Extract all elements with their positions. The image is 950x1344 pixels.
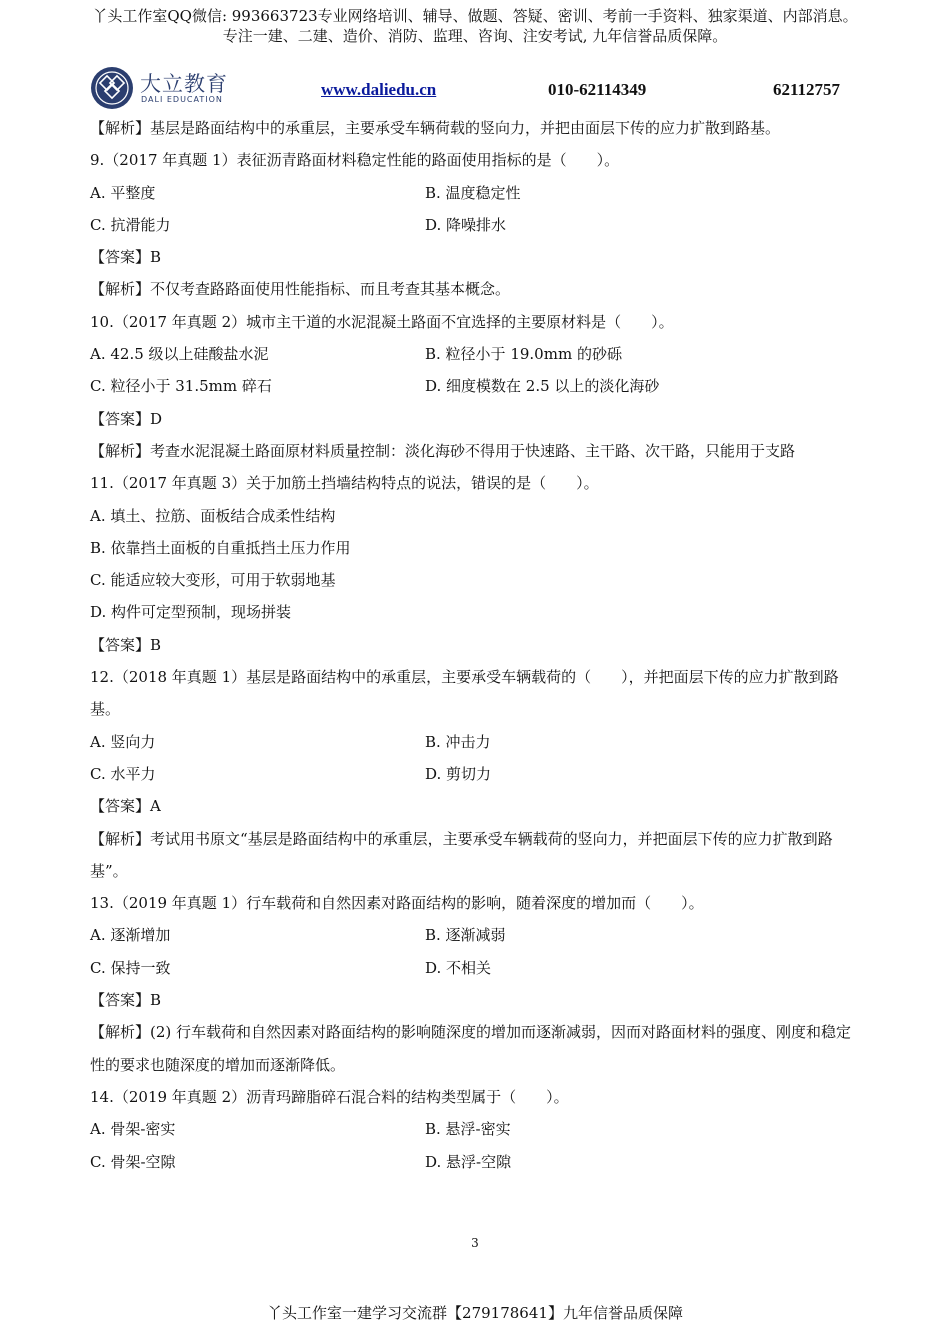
footer-text: 丫头工作室一建学习交流群【279178641】九年信誉品质保障 bbox=[267, 1304, 683, 1322]
page-number: 3 bbox=[471, 1236, 479, 1250]
option-a: A. 竖向力 bbox=[90, 732, 156, 751]
options-row bbox=[90, 177, 865, 209]
question-9: 9.（2017 年真题 1）表征沥青路面材料稳定性能的路面使用指标的是（ ）。 bbox=[90, 151, 620, 170]
option-a: A. 平整度 bbox=[90, 183, 156, 202]
banner-line-2: 专注一建、二建、造价、消防、监理、咨询、注安考试, 九年信誉品质保障。 bbox=[222, 27, 728, 45]
logo-text: 大立教育 bbox=[140, 72, 228, 96]
options-row bbox=[90, 1146, 865, 1178]
option-d: D. 构件可定型预制，现场拼装 bbox=[90, 603, 292, 622]
dali-logo-icon bbox=[90, 66, 134, 110]
answer: 【答案】B bbox=[90, 248, 162, 267]
explanation: 【解析】(2) 行车载荷和自然因素对路面结构的影响随深度的增加而逐渐减弱，因而对路面材料的强度、刚度和稳定性的要求也随深度的增加而逐渐降低。 bbox=[90, 1023, 852, 1074]
options-row bbox=[90, 919, 865, 951]
question-10: 10.（2017 年真题 2）城市主干道的水泥混凝土路面不宜选择的主要原材料是（ ）。 bbox=[90, 312, 674, 331]
top-banner bbox=[0, 6, 950, 46]
options-row bbox=[90, 338, 865, 370]
options-row bbox=[90, 209, 865, 241]
question-14: 14.（2019 年真题 2）沥青玛蹄脂碎石混合料的结构类型属于（ ）。 bbox=[90, 1087, 569, 1106]
options-row bbox=[90, 758, 865, 790]
website-link[interactable]: www.daliedu.cn bbox=[321, 80, 437, 99]
option-c: C. 保持一致 bbox=[90, 958, 171, 977]
option-a: A. 42.5 级以上硅酸盐水泥 bbox=[90, 345, 269, 364]
option-d: D. 降噪排水 bbox=[425, 215, 507, 234]
option-b: B. 温度稳定性 bbox=[425, 183, 521, 202]
phone-number-2: 62112757 bbox=[773, 80, 841, 99]
option-a: A. 填土、拉筋、面板结合成柔性结构 bbox=[90, 506, 336, 525]
option-d: D. 不相关 bbox=[425, 958, 492, 977]
logo bbox=[90, 66, 250, 110]
options-row bbox=[90, 1113, 865, 1145]
answer: 【答案】B bbox=[90, 991, 162, 1010]
question-12: 12.（2018 年真题 1）基层是路面结构中的承重层，主要承受车辆载荷的（ ），并把面层下传的应力扩散到路基。 bbox=[90, 668, 839, 719]
option-c: C. 水平力 bbox=[90, 764, 156, 783]
explanation: 【解析】考查水泥混凝土路面原材料质量控制：淡化海砂不得用于快速路、主干路、次干路，只能用于支路 bbox=[90, 441, 796, 460]
option-c: C. 粒径小于 31.5mm 碎石 bbox=[90, 377, 272, 396]
question-13: 13.（2019 年真题 1）行车载荷和自然因素对路面结构的影响，随着深度的增加而（ ）。 bbox=[90, 894, 704, 913]
option-d: D. 剪切力 bbox=[425, 764, 492, 783]
explanation: 【解析】不仅考查路路面使用性能指标、而且考查其基本概念。 bbox=[90, 280, 511, 299]
option-b: B. 逐渐减弱 bbox=[425, 926, 506, 945]
answer: 【答案】B bbox=[90, 635, 162, 654]
answer: 【答案】D bbox=[90, 409, 163, 428]
option-b: B. 依靠挡土面板的自重抵挡土压力作用 bbox=[90, 538, 351, 557]
answer: 【答案】A bbox=[90, 797, 161, 816]
option-c: C. 抗滑能力 bbox=[90, 215, 171, 234]
question-11: 11.（2017 年真题 3）关于加筋土挡墙结构特点的说法，错误的是（ ）。 bbox=[90, 474, 599, 493]
option-b: B. 悬浮-密实 bbox=[425, 1120, 511, 1139]
phone-number-1: 010-62114349 bbox=[548, 80, 647, 99]
option-c: C. 能适应较大变形，可用于软弱地基 bbox=[90, 571, 336, 590]
options-row bbox=[90, 726, 865, 758]
option-a: A. 逐渐增加 bbox=[90, 926, 171, 945]
banner-line-1: 丫头工作室QQ微信: 993663723专业网络培训、辅导、做题、答疑、密训、考前一手资料、独家渠道、内部消息。 bbox=[92, 7, 858, 25]
logo-subtext: DALI EDUCATION bbox=[141, 95, 223, 104]
options-row bbox=[90, 370, 865, 402]
options-row bbox=[90, 952, 865, 984]
document-body bbox=[90, 112, 865, 1178]
page-header bbox=[90, 66, 860, 110]
explanation: 【解析】基层是路面结构中的承重层，主要承受车辆荷载的竖向力，并把由面层下传的应力扩散到路基。 bbox=[90, 119, 781, 137]
option-b: B. 粒径小于 19.0mm 的砂砾 bbox=[425, 345, 622, 364]
option-a: A. 骨架-密实 bbox=[90, 1120, 176, 1139]
option-d: D. 细度模数在 2.5 以上的淡化海砂 bbox=[425, 377, 660, 396]
explanation: 【解析】考试用书原文“基层是路面结构中的承重层，主要承受车辆载荷的竖向力，并把面层下传的应力扩散到路基”。 bbox=[90, 829, 833, 880]
option-b: B. 冲击力 bbox=[425, 732, 491, 751]
option-d: D. 悬浮-空隙 bbox=[425, 1152, 512, 1171]
option-c: C. 骨架-空隙 bbox=[90, 1152, 176, 1171]
